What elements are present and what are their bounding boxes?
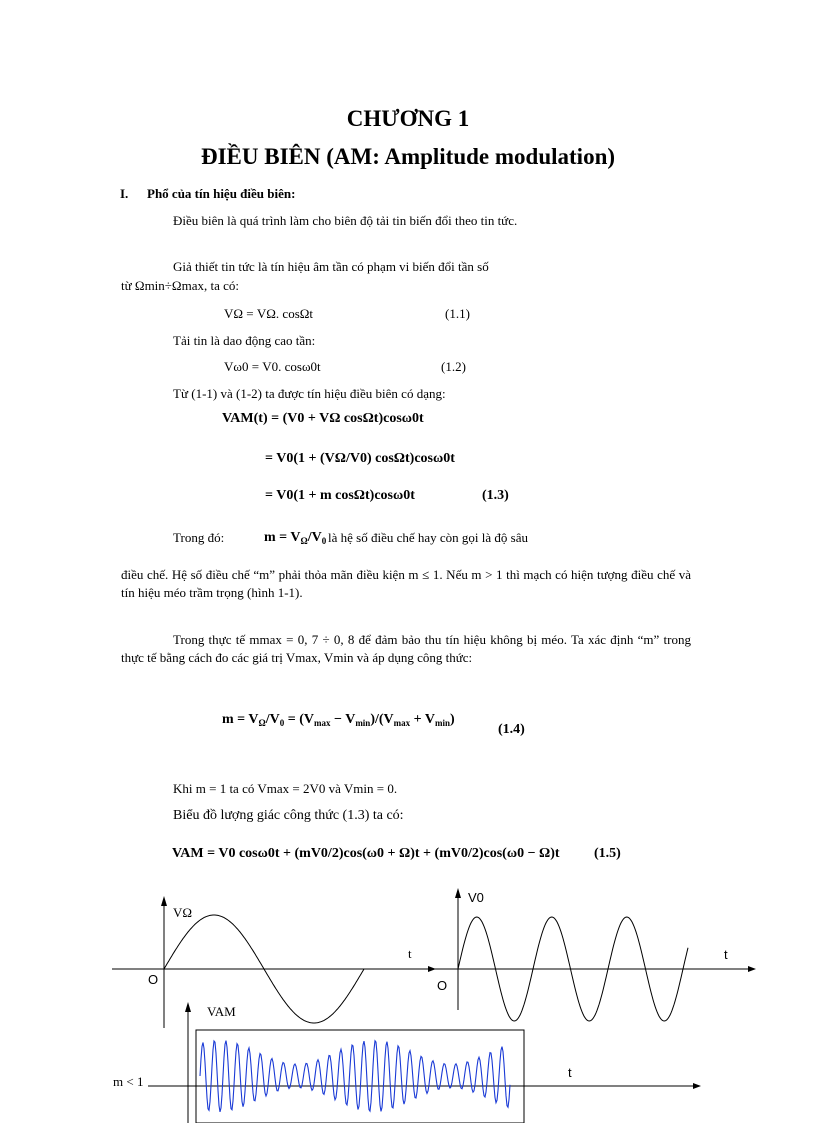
equation-1-3-line2: = V0(1 + (VΩ/V0) cosΩt)cosω0t <box>265 451 455 466</box>
paragraph-combine: Từ (1-1) và (1-2) ta được tín hiệu điều biên có dạng: <box>173 386 446 401</box>
paragraph-definition: Điều biên là quá trình làm cho biên độ tải tin biến đổi theo tin tức. <box>173 213 518 228</box>
bottom-y-arrow <box>185 1002 191 1012</box>
equation-1-5: VAM = V0 cosω0t + (mV0/2)cos(ω0 + Ω)t + (mV0/2)cos(ω0 − Ω)t <box>172 846 560 861</box>
paragraph-where-cont: là hệ số điều chế hay còn gọi là độ sâu <box>328 530 528 545</box>
equation-1-2: Vω0 = V0. cosω0t <box>224 359 321 374</box>
bottom-side-label: m < 1 <box>113 1074 144 1089</box>
am-plot-frame <box>196 1030 524 1123</box>
paragraph-where: Trong đó: <box>173 530 225 545</box>
left-xlabel: t <box>408 946 412 961</box>
right-x-arrow <box>748 966 756 972</box>
bottom-xlabel: t <box>568 1065 572 1080</box>
equation-1-1: VΩ = VΩ. cosΩt <box>224 306 314 321</box>
left-origin: O <box>148 972 159 987</box>
right-origin: O <box>437 978 448 993</box>
chapter-heading: CHƯƠNG 1 <box>346 106 470 131</box>
equation-1-3-line1: VAM(t) = (V0 + VΩ cosΩt)cosω0t <box>222 411 424 426</box>
paragraph-carrier: Tải tin là dao động cao tần: <box>173 333 316 348</box>
paragraph-assumption-cont: từ Ωmin÷Ωmax, ta có: <box>121 278 239 293</box>
bottom-x-arrow <box>693 1083 701 1089</box>
equation-1-3-line3: = V0(1 + m cosΩt)cosω0t <box>265 488 415 503</box>
right-ylabel: V0 <box>468 890 484 905</box>
paragraph-trig-expansion: Biểu đồ lượng giác công thức (1.3) ta có: <box>173 808 404 823</box>
paragraph-modulation-depth: điều chế. Hệ số điều chế “m” phải thỏa mãn điều kiện m ≤ 1. Nếu m > 1 thì mạch có hiện tượng điều chế và tín hiệu méo trầm trọng (hình 1-1). <box>121 567 691 600</box>
section-number: I. <box>120 186 129 201</box>
right-y-arrow <box>455 888 461 898</box>
paragraph-assumption: Giả thiết tin tức là tín hiệu âm tần có phạm vi biến đổi tần số <box>173 259 489 274</box>
paragraph-m-equals-1: Khi m = 1 ta có Vmax = 2V0 và Vmin = 0. <box>173 781 398 796</box>
equation-1-3-number: (1.3) <box>482 488 509 503</box>
equation-1-5-number: (1.5) <box>594 846 621 861</box>
section-title: Phổ của tín hiệu điều biên: <box>147 186 296 201</box>
left-y-arrow <box>161 896 167 906</box>
am-signal-figure <box>108 996 708 1123</box>
equation-1-4: $m = V_\Omega/V_0 = (V_{max} - V_{min})/(V_{max} + V_{min})$ <box>222 712 455 728</box>
equation-1-1-number: (1.1) <box>445 306 470 321</box>
equation-1-2-number: (1.2) <box>441 359 466 374</box>
paragraph-practice: Trong thực tế mmax = 0, 7 ÷ 0, 8 để đảm bảo thu tín hiệu không bị méo. Ta xác định “m” trong thực tế bằng cách đo các giá trị Vmax, Vmin và áp dụng công thức: <box>121 632 691 665</box>
equation-1-4-number: (1.4) <box>498 722 525 737</box>
chapter-title: ĐIỀU BIÊN (AM: Amplitude modulation) <box>200 144 616 169</box>
right-xlabel: t <box>724 947 728 962</box>
bottom-ylabel: VAM <box>207 1004 236 1019</box>
am-wave <box>200 1041 510 1112</box>
modulation-index-fraction: $m = V_\Omega/V_0$ <box>264 530 327 546</box>
left-ylabel: VΩ <box>173 905 193 920</box>
